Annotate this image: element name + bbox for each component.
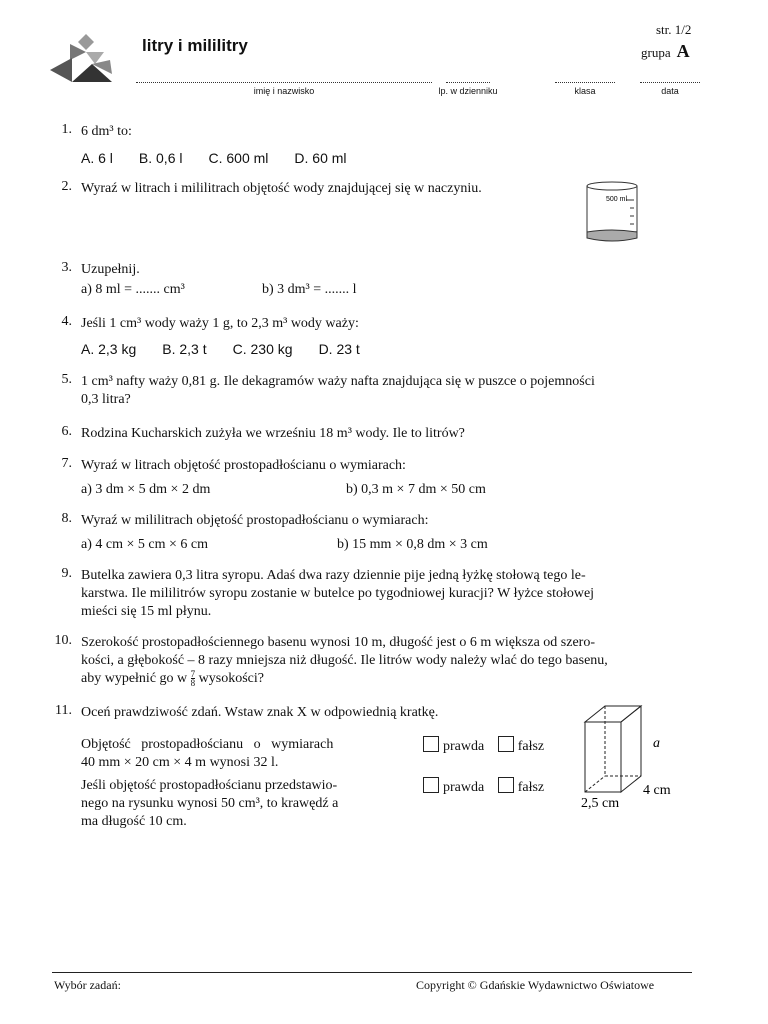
question-8-part-b: b) 15 mm × 0,8 dm × 3 cm xyxy=(337,537,488,552)
footer-copyright: Copyright © Gdańskie Wydawnictwo Oświatowe xyxy=(416,978,655,992)
true-checkbox[interactable] xyxy=(423,777,439,793)
group-label: grupa A xyxy=(641,41,690,61)
cuboid-diagram xyxy=(575,700,715,815)
question-number: 7. xyxy=(61,456,72,471)
page-title: litry i mililitry xyxy=(142,36,248,55)
statement-2-line-1: Jeśli objętość prostopadłościanu przedstawio- xyxy=(81,778,338,793)
question-1-text: 6 dm³ to: xyxy=(81,124,132,139)
question-10-line-2: kości, a głębokość – 8 razy mniejsza niż długość. Ile litrów wody należy wlać do tego basenu, xyxy=(81,653,608,668)
question-7-part-a: a) 3 dm × 5 dm × 2 dm xyxy=(81,482,211,497)
question-7-text: Wyraź w litrach objętość prostopadłościanu o wymiarach: xyxy=(81,458,406,473)
question-10-line-3: aby wypełnić go w $\frac{7}{8}$ wysokości? xyxy=(81,669,264,688)
date-field-line xyxy=(640,72,700,83)
question-1-options: A. 6 l B. 0,6 l C. 600 ml D. 60 ml xyxy=(81,150,347,166)
statement-2-line-2: nego na rysunku wynosi 50 cm³, to krawędź a xyxy=(81,796,339,811)
question-5-line-2: 0,3 litra? xyxy=(81,392,131,407)
question-4-text: Jeśli 1 cm³ wody waży 1 g, to 2,3 m³ wody waży: xyxy=(81,316,359,331)
question-9-line-1: Butelka zawiera 0,3 litra syropu. Adaś dwa razy dziennie pije jedną łyżkę stołową tego le- xyxy=(81,568,586,583)
class-field-line xyxy=(555,72,615,83)
statement-1-answers: prawda fałsz xyxy=(423,736,544,756)
footer-left: Wybór zadań: xyxy=(54,978,121,992)
question-number: 8. xyxy=(61,511,72,526)
edge-a-label: a xyxy=(653,736,660,751)
number-field-label: lp. w dzienniku xyxy=(438,86,498,96)
svg-text:500 ml: 500 ml xyxy=(606,196,628,203)
fraction: $\frac{7}{8}$ xyxy=(190,669,196,688)
question-8-part-a: a) 4 cm × 5 cm × 6 cm xyxy=(81,537,208,552)
beaker-icon xyxy=(584,180,642,246)
question-2-text: Wyraź w litrach i mililitrach objętość wody znajdującej się w naczyniu. xyxy=(81,181,482,196)
question-number: 4. xyxy=(61,314,72,329)
question-number: 1. xyxy=(61,122,72,137)
question-number: 11. xyxy=(55,703,72,718)
question-number: 5. xyxy=(61,372,72,387)
statement-1-line-2: 40 mm × 20 cm × 4 m wynosi 32 l. xyxy=(81,755,279,770)
false-checkbox[interactable] xyxy=(498,736,514,752)
edge-depth-label: 4 cm xyxy=(643,783,671,798)
question-3-part-b: b) 3 dm³ = ....... l xyxy=(262,282,357,297)
question-3-part-a: a) 8 ml = ....... cm³ xyxy=(81,282,185,297)
question-11-text: Oceń prawdziwość zdań. Wstaw znak X w odpowiednią kratkę. xyxy=(81,705,439,720)
statement-2-line-3: ma długość 10 cm. xyxy=(81,814,187,829)
page-number: str. 1/2 xyxy=(656,22,692,37)
question-9-line-2: karstwa. Ile mililitrów syropu zostanie w butelce po tygodniowej kuracji? W łyżce stołowej xyxy=(81,586,595,601)
logo-tangram-icon xyxy=(48,30,118,88)
question-10-line-1: Szerokość prostopadłościennego basenu wynosi 10 m, długość jest o 6 m większa od szero- xyxy=(81,635,596,650)
name-field-label: imię i nazwisko xyxy=(253,86,315,96)
group-value: A xyxy=(676,41,690,61)
question-number: 3. xyxy=(61,260,72,275)
statement-2-answers: prawda fałsz xyxy=(423,777,544,797)
statement-1-line-1: Objętość prostopadłościanu o wymiarach xyxy=(81,737,334,752)
question-9-line-3: mieści się 15 ml płynu. xyxy=(81,604,212,619)
question-number: 6. xyxy=(61,424,72,439)
date-field-label: data xyxy=(661,86,679,96)
false-checkbox[interactable] xyxy=(498,777,514,793)
class-field-label: klasa xyxy=(574,86,596,96)
number-field-line xyxy=(446,72,490,83)
question-number: 9. xyxy=(61,566,72,581)
question-4-options: A. 2,3 kg B. 2,3 t C. 230 kg D. 23 t xyxy=(81,341,360,357)
question-number: 10. xyxy=(54,633,72,648)
true-checkbox[interactable] xyxy=(423,736,439,752)
question-7-part-b: b) 0,3 m × 7 dm × 50 cm xyxy=(346,482,486,497)
name-field-line xyxy=(136,72,432,83)
question-5-line-1: 1 cm³ nafty waży 0,81 g. Ile dekagramów waży nafta znajdująca się w puszce o pojemności xyxy=(81,374,595,389)
question-8-text: Wyraź w mililitrach objętość prostopadłościanu o wymiarach: xyxy=(81,513,429,528)
question-3-text: Uzupełnij. xyxy=(81,262,140,277)
footer-divider xyxy=(52,972,692,973)
question-6-text: Rodzina Kucharskich zużyła we wrześniu 18 m³ wody. Ile to litrów? xyxy=(81,426,465,441)
edge-width-label: 2,5 cm xyxy=(581,796,620,811)
question-number: 2. xyxy=(61,179,72,194)
